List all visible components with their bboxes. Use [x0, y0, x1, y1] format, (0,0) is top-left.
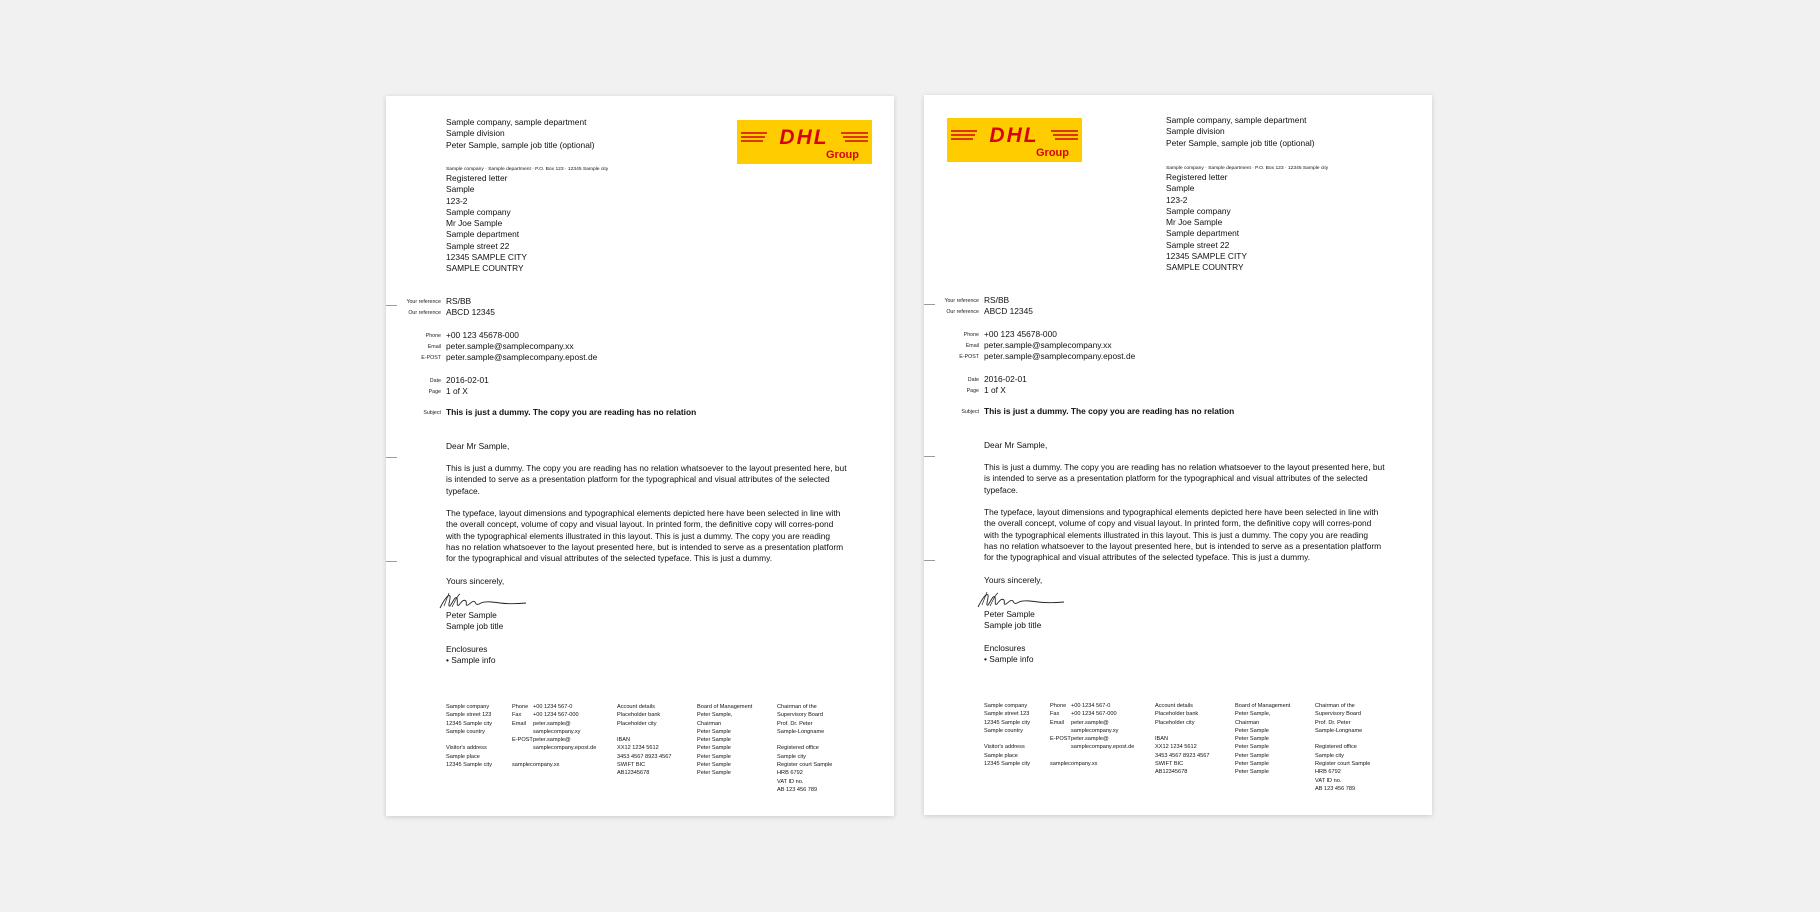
return-address-line: Sample company · Sample department · P.O. Box 123 · 12345 Sample city [1166, 166, 1329, 171]
footer-line: Placeholder city [617, 720, 657, 727]
recipient-line: Sample street 22 [1166, 239, 1230, 250]
footer-line: VAT ID no. [1315, 777, 1342, 784]
footer-line: samplecompany.xy [533, 728, 581, 735]
footer-bank-column [617, 703, 671, 778]
footer-line: Peter Sample [1235, 744, 1269, 751]
footer-line: Sample place [446, 753, 480, 760]
footer-line: Supervisory Board [1315, 711, 1362, 718]
signer-title: Sample job title [446, 621, 504, 632]
our-reference-label: Our reference [408, 310, 441, 316]
enclosures-block [446, 644, 496, 667]
date-label: Date [967, 377, 979, 383]
body-paragraph-1 [446, 463, 847, 497]
signer-name: Peter Sample [984, 609, 1035, 619]
signature [976, 589, 1076, 611]
email-label: Email [965, 343, 979, 349]
letter-page-right [924, 95, 1432, 815]
footer-line: samplecompany.epost.de [1071, 744, 1135, 751]
recipient-line: 12345 SAMPLE CITY [446, 252, 527, 263]
recipient-line: Sample company [1166, 205, 1231, 216]
recipient-line: SAMPLE COUNTRY [1166, 262, 1244, 273]
return-address-line: Sample company · Sample department · P.O. Box 123 · 12345 Sample city [446, 167, 609, 172]
body-line: with the typographical elements illustrated in this layout. This is just a dummy. The copy you are reading [984, 529, 1369, 540]
subject-label: Subject [961, 409, 979, 415]
footer-board-column [1235, 702, 1290, 777]
footer-contact-labels [512, 703, 533, 744]
footer-line: Peter Sample [1235, 736, 1269, 743]
subject-line: This is just a dummy. The copy you are reading has no relation [984, 406, 1235, 416]
footer-line: Peter Sample, [1235, 711, 1271, 718]
footer-label: Phone [1050, 703, 1067, 709]
recipient-line: Sample company [446, 206, 511, 217]
footer-line: Peter Sample, [697, 712, 733, 719]
page-value: 1 of X [984, 385, 1006, 395]
page-label: Page [428, 389, 441, 395]
phone-value: +00 123 45678-000 [446, 330, 519, 340]
footer-line [777, 736, 832, 744]
recipient-line: Registered letter [446, 173, 508, 183]
sender-line: Sample company, sample department [446, 117, 587, 127]
footer-label: Email [1050, 719, 1064, 726]
footer-label: E-POST [512, 737, 533, 744]
epost-label: E-POST [959, 354, 979, 360]
phone-label: Phone [425, 333, 441, 339]
body-paragraph-2 [446, 508, 843, 564]
closing: Yours sincerely, [984, 575, 1043, 585]
salutation: Dear Mr Sample, [984, 440, 1048, 450]
date-label: Date [429, 378, 441, 384]
dhl-group-logo [947, 118, 1082, 162]
logo-wordmark: DHL [989, 124, 1039, 147]
fold-mark [386, 305, 397, 306]
footer-line: Placeholder bank [617, 712, 661, 719]
footer-bank-column [1155, 702, 1209, 777]
footer-line: Chairman [1235, 719, 1260, 726]
recipient-line: Mr Joe Sample [1166, 217, 1223, 228]
footer-line: 3453 4567 8923 4567 [617, 753, 672, 760]
footer-line: Account details [617, 704, 655, 710]
footer-line: HRB 6792 [777, 770, 803, 777]
date-value: 2016-02-01 [446, 375, 489, 385]
footer-line [1315, 735, 1370, 743]
footer-line: Placeholder bank [1155, 711, 1199, 718]
footer-line: Register court Sample [777, 762, 833, 769]
body-line: The typeface, layout dimensions and typographical elements depicted here have been selected in line with [984, 507, 1379, 517]
enclosures-heading: Enclosures [984, 643, 1026, 653]
body-line: is intended to serve as a presentation platform for the typographical and visual attributes of the selected [446, 474, 830, 485]
sender-line: Sample division [446, 128, 505, 139]
sender-line: Sample division [1166, 126, 1225, 137]
recipient-block [446, 173, 527, 275]
footer-label: Email [512, 720, 526, 727]
phone-value: +00 123 45678-000 [984, 329, 1057, 339]
our-reference-value: ABCD 12345 [446, 307, 495, 317]
closing: Yours sincerely, [446, 576, 505, 586]
sender-line: Peter Sample, sample job title (optional) [1166, 137, 1315, 148]
footer-line: Sample country [984, 727, 1023, 734]
footer-line: Placeholder city [1155, 719, 1195, 726]
salutation: Dear Mr Sample, [446, 441, 510, 451]
footer-line: XX12 1234 5612 [1155, 744, 1197, 751]
footer-line: Registered office [1315, 744, 1357, 751]
footer-line: SWIFT BIC [617, 762, 646, 769]
footer-contact-values [1071, 702, 1134, 752]
footer-line: +00 1234 567-000 [533, 712, 579, 719]
footer-line: Account details [1155, 703, 1193, 709]
footer-supervisory-column [1315, 702, 1370, 793]
footer-line: Visitor's address [984, 744, 1025, 751]
footer-line: HRB 6792 [1315, 769, 1341, 776]
footer-website: samplecompany.xx [512, 762, 560, 768]
body-line: typeface. [446, 485, 480, 496]
footer-line: Chairman of the [1315, 703, 1355, 709]
footer-line: IBAN [1155, 736, 1169, 743]
epost-label: E-POST [421, 355, 441, 361]
footer-line: Peter Sample [697, 737, 731, 744]
footer-line: Sample company [984, 703, 1028, 709]
recipient-line: 123-2 [1166, 194, 1188, 205]
fold-mark [386, 561, 397, 562]
fold-mark [386, 457, 397, 458]
footer-line: Register court Sample [1315, 761, 1371, 768]
letter-page-left [386, 96, 894, 816]
enclosures-block [984, 643, 1034, 666]
footer-line: SWIFT BIC [1155, 761, 1184, 768]
recipient-line: Registered letter [1166, 172, 1228, 182]
footer-line: Board of Management [1235, 703, 1291, 709]
footer-line: samplecompany.xy [1071, 727, 1119, 734]
footer-line: 12345 Sample city [446, 720, 493, 727]
phone-label: Phone [963, 332, 979, 338]
footer-label: Phone [512, 704, 529, 710]
footer-line: Sample place [984, 752, 1018, 759]
footer-line: Prof. Dr. Peter [1315, 719, 1351, 726]
footer-website: samplecompany.xx [1050, 761, 1098, 767]
body-line: has no relation whatsoever to the layout presented here, but is intended to serve as a presentation platform [984, 540, 1382, 551]
footer-line: AB 123 456 789 [777, 786, 818, 793]
recipient-line: Sample street 22 [446, 240, 510, 251]
footer-line: +00 1234 567-000 [1071, 711, 1117, 718]
body-line: The typeface, layout dimensions and typographical elements depicted here have been selected in line with [446, 508, 841, 518]
footer-line: Sample city [1315, 752, 1344, 759]
body-line: for the typographical and visual attributes of the selected typeface. This is just a dummy. [984, 552, 1311, 563]
footer-line [617, 728, 671, 736]
date-value: 2016-02-01 [984, 374, 1027, 384]
signer-block [446, 610, 503, 633]
footer-contact-values [533, 703, 596, 753]
epost-value: peter.sample@samplecompany.epost.de [446, 352, 598, 362]
signer-block [984, 609, 1041, 632]
logo-wordmark: DHL [779, 126, 829, 149]
subject-label: Subject [423, 410, 441, 416]
signer-title: Sample job title [984, 620, 1042, 631]
enclosures-heading: Enclosures [446, 644, 488, 654]
footer-line: Peter Sample [1235, 727, 1269, 734]
footer-company-column [984, 702, 1030, 768]
body-line: This is just a dummy. The copy you are reading has no relation whatsoever to the layout presented here, but [984, 462, 1385, 472]
footer-line: Supervisory Board [777, 712, 824, 719]
logo-subline: Group [1036, 147, 1069, 159]
footer-line: peter.sample@ [533, 720, 571, 727]
body-line: is intended to serve as a presentation platform for the typographical and visual attributes of the selected [984, 473, 1368, 484]
footer-line: 3453 4567 8923 4567 [1155, 752, 1210, 759]
recipient-block [1166, 172, 1247, 274]
our-reference-label: Our reference [946, 309, 979, 315]
signer-name: Peter Sample [446, 610, 497, 620]
footer-line: Registered office [777, 745, 819, 752]
footer-line: Sample country [446, 728, 485, 735]
fold-mark [924, 304, 935, 305]
body-line: has no relation whatsoever to the layout presented here, but is intended to serve as a presentation platform [446, 541, 844, 552]
footer-line: AB12345678 [617, 770, 650, 777]
footer-line: Prof. Dr. Peter [777, 720, 813, 727]
recipient-line: 12345 SAMPLE CITY [1166, 251, 1247, 262]
footer-line: +00 1234 567-0 [1071, 703, 1111, 709]
footer-supervisory-column [777, 703, 832, 794]
body-line: the overall concept, volume of copy and visual layout. In printed form, the definitive copy will corres-pond [446, 519, 834, 530]
your-reference-label: Your reference [406, 299, 441, 305]
footer-line: Peter Sample [697, 753, 731, 760]
sender-line: Peter Sample, sample job title (optional) [446, 139, 595, 150]
footer-contact-labels [1050, 702, 1071, 743]
footer-line: AB12345678 [1155, 769, 1188, 776]
sender-block [1166, 115, 1315, 149]
footer-line: Sample-Longname [777, 728, 825, 735]
footer-line: Visitor's address [446, 745, 487, 752]
body-paragraph-2 [984, 507, 1381, 563]
footer-line: Peter Sample [697, 728, 731, 735]
footer-line: Peter Sample [697, 762, 731, 769]
recipient-line: Sample department [1166, 228, 1240, 239]
footer-line: Chairman of the [777, 704, 817, 710]
footer-line [1155, 727, 1209, 735]
footer-line: Sample street 123 [984, 711, 1030, 718]
recipient-line: 123-2 [446, 195, 468, 206]
body-line: typeface. [984, 484, 1018, 495]
body-line: the overall concept, volume of copy and visual layout. In printed form, the definitive copy will corres-pond [984, 518, 1372, 529]
our-reference-value: ABCD 12345 [984, 306, 1033, 316]
footer-line: Peter Sample [697, 770, 731, 777]
footer-line: Peter Sample [1235, 769, 1269, 776]
footer-line: peter.sample@ [533, 737, 571, 744]
footer-line: Peter Sample [1235, 752, 1269, 759]
footer-line: VAT ID no. [777, 778, 804, 785]
dhl-group-logo [737, 120, 872, 164]
footer-line: Sample street 123 [446, 712, 492, 719]
footer-line: Board of Management [697, 704, 753, 710]
sender-block [446, 117, 595, 151]
body-paragraph-1 [984, 462, 1385, 496]
body-line: This is just a dummy. The copy you are reading has no relation whatsoever to the layout presented here, but [446, 463, 847, 473]
footer-line: XX12 1234 5612 [617, 745, 659, 752]
logo-subline: Group [826, 149, 859, 161]
footer-label: Fax [512, 712, 522, 719]
footer-line: Peter Sample [697, 745, 731, 752]
email-value: peter.sample@samplecompany.xx [984, 340, 1112, 350]
footer-line: peter.sample@ [1071, 736, 1109, 743]
footer-line: +00 1234 567-0 [533, 704, 573, 710]
recipient-line: Sample [1166, 183, 1195, 194]
footer-label: Fax [1050, 711, 1060, 718]
footer-line: peter.sample@ [1071, 719, 1109, 726]
footer-line: Peter Sample [1235, 761, 1269, 768]
signature [438, 590, 538, 612]
recipient-line: Sample department [446, 229, 520, 240]
body-line: for the typographical and visual attributes of the selected typeface. This is just a dummy. [446, 553, 773, 564]
your-reference-value: RS/BB [984, 295, 1010, 305]
footer-line: 12345 Sample city [446, 762, 493, 769]
footer-line: AB 123 456 789 [1315, 785, 1356, 792]
fold-mark [924, 456, 935, 457]
footer-line: 12345 Sample city [984, 761, 1031, 768]
page-label: Page [966, 388, 979, 394]
footer-line [446, 736, 492, 744]
subject-line: This is just a dummy. The copy you are reading has no relation [446, 407, 697, 417]
your-reference-value: RS/BB [446, 296, 472, 306]
email-value: peter.sample@samplecompany.xx [446, 341, 574, 351]
recipient-line: SAMPLE COUNTRY [446, 263, 524, 274]
enclosure-item: • Sample info [984, 654, 1034, 665]
email-label: Email [427, 344, 441, 350]
page-value: 1 of X [446, 386, 468, 396]
footer-line: samplecompany.epost.de [533, 745, 597, 752]
footer-company-column [446, 703, 492, 769]
footer-line: Sample city [777, 753, 806, 760]
sender-line: Sample company, sample department [1166, 115, 1307, 125]
footer-line: Chairman [697, 720, 722, 727]
recipient-line: Mr Joe Sample [446, 218, 503, 229]
body-line: with the typographical elements illustrated in this layout. This is just a dummy. The copy you are reading [446, 530, 831, 541]
enclosure-item: • Sample info [446, 655, 496, 666]
epost-value: peter.sample@samplecompany.epost.de [984, 351, 1136, 361]
footer-line: 12345 Sample city [984, 719, 1031, 726]
footer-line: Sample-Longname [1315, 727, 1363, 734]
fold-mark [924, 560, 935, 561]
footer-label [1050, 727, 1071, 735]
your-reference-label: Your reference [944, 298, 979, 304]
footer-line [984, 735, 1030, 743]
footer-line: Sample company [446, 704, 490, 710]
footer-label [512, 728, 533, 736]
footer-line: IBAN [617, 737, 631, 744]
footer-board-column [697, 703, 752, 778]
recipient-line: Sample [446, 184, 475, 195]
footer-label: E-POST [1050, 736, 1071, 743]
